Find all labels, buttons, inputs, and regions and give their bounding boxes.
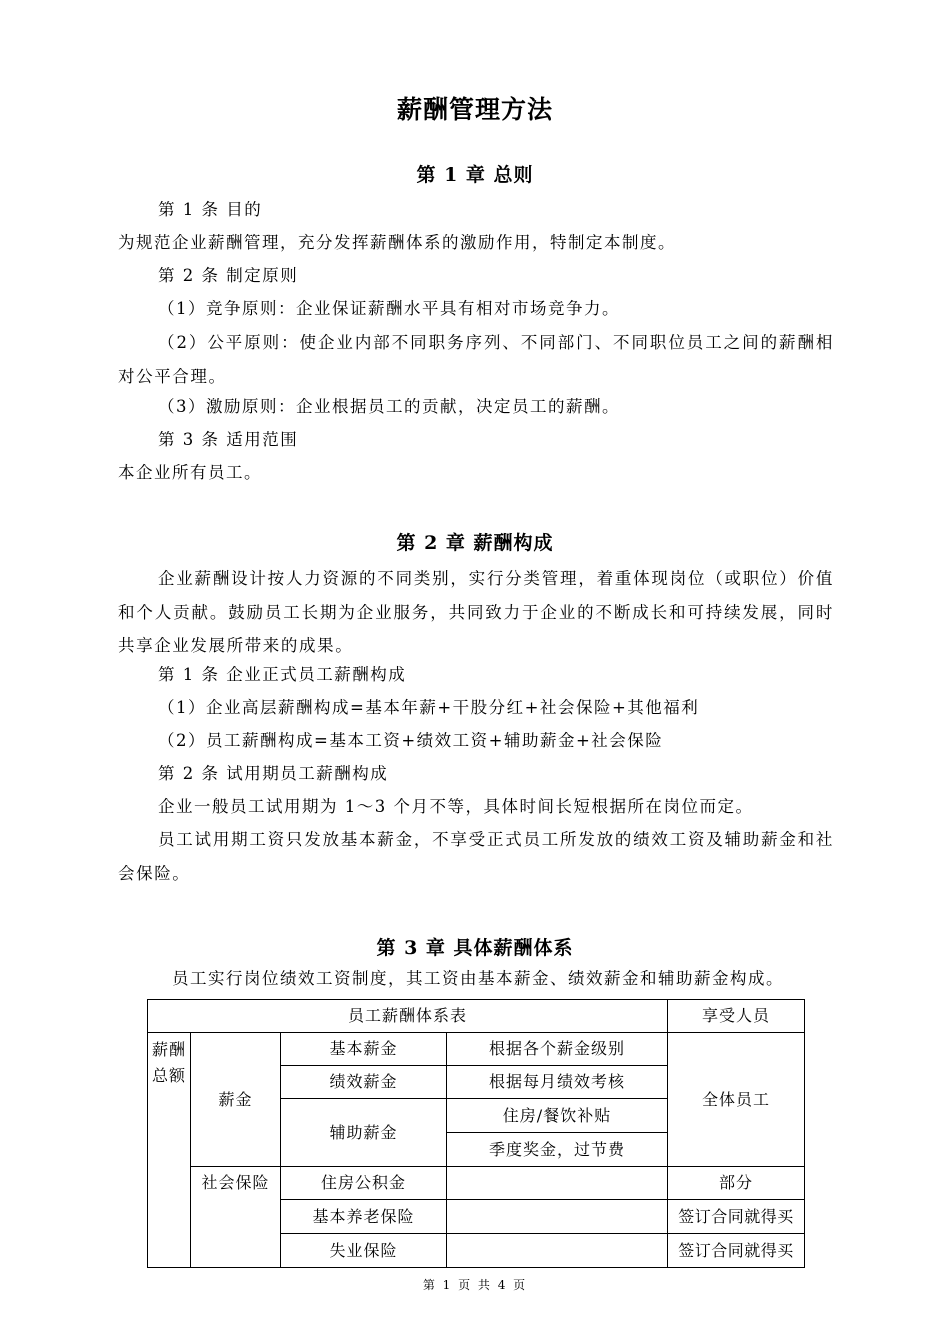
table-performance-salary: 绩效薪金	[281, 1066, 447, 1099]
ch1-principle-3: （3）激励原则：企业根据员工的贡献，决定员工的薪酬。	[158, 397, 620, 416]
ch1-principle-2: （2）公平原则：使企业内部不同职务序列、不同部门、不同职位员工之间的薪酬相对公平合理。	[118, 333, 834, 386]
table-salary-label: 薪金	[191, 1033, 281, 1167]
chapter-3-title: 第 3 章 具体薪酬体系	[376, 937, 574, 959]
ch1-principle-1: （1）竞争原则：企业保证薪酬水平具有相对市场竞争力。	[158, 299, 620, 318]
document-title: 薪酬管理方法	[396, 95, 553, 124]
table-basic-salary-basis: 根据各个薪金级别	[447, 1033, 668, 1066]
table-unemployment: 失业保险	[281, 1234, 447, 1268]
ch2-article-2-body-2: 员工试用期工资只发放基本薪金，不享受正式员工所发放的绩效工资及辅助薪金和社会保险。	[118, 830, 834, 883]
table-housing-fund: 住房公积金	[281, 1167, 447, 1200]
table-auxiliary-basis-2: 季度奖金，过节费	[447, 1133, 668, 1167]
table-auxiliary-basis-1: 住房/餐饮补贴	[447, 1099, 668, 1133]
table-unemployment-basis	[447, 1234, 668, 1268]
table-header-system: 员工薪酬体系表	[148, 1000, 668, 1033]
table-all-staff: 全体员工	[668, 1033, 805, 1167]
ch1-article-2-heading: 第 2 条 制定原则	[158, 266, 299, 285]
salary-system-table	[147, 999, 805, 1268]
ch1-article-1-heading: 第 1 条 目的	[158, 200, 263, 219]
table-row	[148, 1033, 805, 1066]
ch1-article-3-body: 本企业所有员工。	[118, 463, 262, 482]
ch1-article-3-heading: 第 3 条 适用范围	[158, 430, 299, 449]
table-housing-fund-eligible: 部分	[668, 1167, 805, 1200]
table-performance-basis: 根据每月绩效考核	[447, 1066, 668, 1099]
table-auxiliary-salary: 辅助薪金	[281, 1099, 447, 1167]
ch2-article-2-body-1: 企业一般员工试用期为 1～3 个月不等，具体时间长短根据所在岗位而定。	[158, 797, 754, 816]
table-pension: 基本养老保险	[281, 1200, 447, 1234]
table-total-label: 薪酬总额	[148, 1033, 191, 1268]
chapter-2-title: 第 2 章 薪酬构成	[396, 532, 554, 554]
table-basic-salary: 基本薪金	[281, 1033, 447, 1066]
table-header-eligible: 享受人员	[668, 1000, 805, 1033]
chapter-1-title: 第 1 章 总则	[416, 164, 534, 186]
table-social-insurance-label: 社会保险	[191, 1167, 281, 1268]
ch3-intro: 员工实行岗位绩效工资制度，其工资由基本薪金、绩效薪金和辅助薪金构成。	[172, 969, 784, 988]
table-pension-eligible: 签订合同就得买	[668, 1200, 805, 1234]
ch1-article-1-body: 为规范企业薪酬管理，充分发挥薪酬体系的激励作用，特制定本制度。	[118, 233, 676, 252]
ch2-intro: 企业薪酬设计按人力资源的不同类别，实行分类管理，着重体现岗位（或职位）价值和个人贡献。鼓励员工长期为企业服务，共同致力于企业的不断成长和可持续发展，同时共享企业发展所带来的成果。	[118, 569, 834, 655]
ch2-article-1-heading: 第 1 条 企业正式员工薪酬构成	[158, 665, 407, 684]
ch2-item-2: （2）员工薪酬构成=基本工资+绩效工资+辅助薪金+社会保险	[158, 731, 664, 750]
ch2-item-1: （1）企业高层薪酬构成=基本年薪+干股分红+社会保险+其他福利	[158, 698, 700, 717]
ch2-article-2-heading: 第 2 条 试用期员工薪酬构成	[158, 764, 389, 783]
table-row	[148, 1167, 805, 1200]
table-housing-fund-basis	[447, 1167, 668, 1200]
table-pension-basis	[447, 1200, 668, 1234]
table-unemployment-eligible: 签订合同就得买	[668, 1234, 805, 1268]
page-footer: 第 1 页 共 4 页	[422, 1278, 528, 1292]
table-header-row	[148, 1000, 805, 1033]
